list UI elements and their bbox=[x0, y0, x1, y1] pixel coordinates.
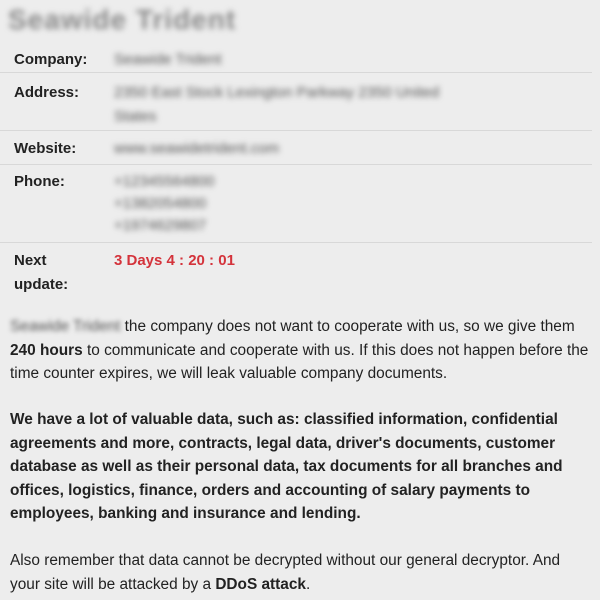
message-text: Also remember that data cannot be decrypted without our general decryptor. And your site will be attacked by a bbox=[10, 552, 561, 593]
hours-highlight: 240 hours bbox=[10, 341, 83, 359]
next-update-label-line2: update: bbox=[14, 276, 69, 293]
phone-value-1: +12345564800 bbox=[114, 173, 215, 190]
countdown-timer: 3 Days 4 : 20 : 01 bbox=[114, 252, 235, 269]
company-name-blurred: Seawide Trident bbox=[10, 318, 121, 335]
phone-value-2: +1382054800 bbox=[114, 195, 207, 212]
divider bbox=[0, 164, 592, 165]
divider bbox=[0, 242, 592, 243]
message-text: . bbox=[305, 575, 311, 593]
data-list-text: We have a lot of valuable data, such as: classified information, confidential agreements and more, contracts, legal data, driver's documents, customer database as well as their personal data, tax documents for all branches and offices, logistics, finance, orders and accounting of salary payments to employees, banking and insurance and lending. bbox=[10, 411, 563, 522]
page-title: Seawide Trident bbox=[8, 4, 237, 35]
phone-value-3: +1974629807 bbox=[114, 217, 207, 234]
address-value-line2: States bbox=[114, 108, 157, 125]
ddos-highlight: DDoS attack bbox=[215, 575, 306, 593]
message-text: the company does not want to cooperate with us, so we give them bbox=[120, 318, 575, 335]
company-value: Seawide Trident bbox=[114, 51, 222, 68]
website-link[interactable]: www.seawidetrident.com bbox=[114, 140, 280, 157]
next-update-label-line1: Next bbox=[14, 252, 47, 269]
website-label: Website: bbox=[14, 140, 77, 157]
phone-label: Phone: bbox=[14, 173, 65, 190]
message-paragraph-2 bbox=[10, 408, 592, 526]
address-value-line1: 2350 East Stock Lexington Parkway 2350 United bbox=[114, 84, 440, 101]
divider bbox=[0, 72, 592, 73]
message-paragraph-1 bbox=[10, 315, 592, 386]
message-paragraph-3 bbox=[10, 549, 592, 596]
address-label: Address: bbox=[14, 84, 80, 101]
divider bbox=[0, 130, 592, 131]
company-label: Company: bbox=[14, 51, 88, 68]
message-text: to communicate and cooperate with us. If this does not happen before the time counter expires, we will leak valuable company documents. bbox=[10, 341, 589, 382]
